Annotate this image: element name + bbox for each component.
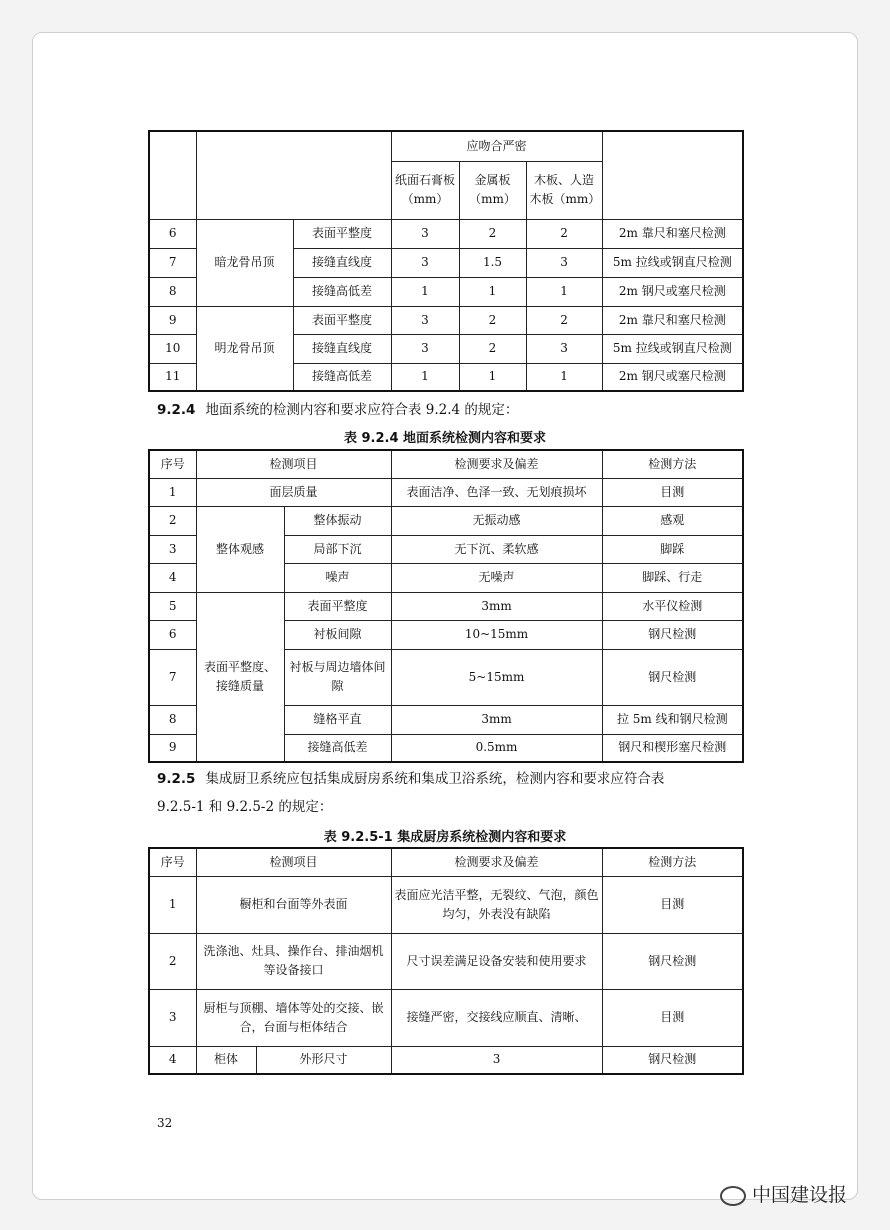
table-row: 7 衬板与周边墙体间隙 5~15mm 钢尺检测 — [149, 649, 743, 705]
group-cell: 柜体 — [196, 1046, 256, 1074]
blank-cell — [196, 131, 391, 219]
clause-text-line1: 集成厨卫系统应包括集成厨房系统和集成卫浴系统，检测内容和要求应符合表 — [205, 771, 665, 787]
table-row: 4 柜体 外形尺寸 3 钢尺检测 — [149, 1046, 743, 1074]
table-row: 6 衬板间隙 10~15mm 钢尺检测 — [149, 620, 743, 649]
ceiling-inspection-table — [148, 130, 744, 392]
table-row: 10 接缝直线度 3 2 3 5m 拉线或钢直尺检测 — [149, 334, 743, 363]
table-row: 8 缝格平直 3mm 拉 5m 线和钢尺检测 — [149, 705, 743, 734]
group-cell: 表面平整度、接缝质量 — [196, 592, 284, 762]
table-row: 2 整体观感 整体振动 无振动感 感观 — [149, 506, 743, 535]
clause-text: 地面系统的检测内容和要求应符合表 9.2.4 的规定： — [205, 402, 519, 418]
table-row: 1 面层质量 表面洁净、色泽一致、无划痕损坏 目测 — [149, 478, 743, 506]
table-caption: 表 9.2.5-1 集成厨房系统检测内容和要求 — [323, 830, 567, 845]
col-wood-header: 木板、人造木板（mm） — [526, 161, 602, 219]
clause-text-line2: 9.2.5-1 和 9.2.5-2 的规定： — [157, 799, 333, 815]
table-caption: 表 9.2.4 地面系统检测内容和要求 — [343, 431, 547, 446]
table-row: 8 接缝高低差 1 1 1 2m 钢尺或塞尺检测 — [149, 277, 743, 306]
table-row: 9 接缝高低差 0.5mm 钢尺和楔形塞尺检测 — [149, 734, 743, 762]
header-row: 序号 检测项目 检测要求及偏差 检测方法 — [149, 848, 743, 876]
col-gypsum-header: 纸面石膏板（mm） — [391, 161, 459, 219]
watermark — [720, 1180, 847, 1207]
group-header: 应吻合严密 — [391, 131, 602, 161]
table-row: 4 噪声 无噪声 脚踩、行走 — [149, 563, 743, 592]
header-row: 序号 检测项目 检测要求及偏差 检测方法 — [149, 450, 743, 478]
group-cell: 整体观感 — [196, 506, 284, 592]
wechat-icon — [720, 1186, 746, 1206]
group-cell: 明龙骨吊顶 — [196, 306, 293, 391]
clause-9-2-4 — [157, 396, 518, 424]
table-row: 9 明龙骨吊顶 表面平整度 3 2 2 2m 靠尺和塞尺检测 — [149, 306, 743, 334]
floor-inspection-table — [148, 449, 744, 763]
table-row: 2 洗涤池、灶具、操作台、排油烟机等设备接口 尺寸误差满足设备安装和使用要求 钢尺检测 — [149, 933, 743, 989]
table-row: 11 接缝高低差 1 1 1 2m 钢尺或塞尺检测 — [149, 363, 743, 391]
page-number: 32 — [157, 1116, 173, 1130]
table-row: 5 表面平整度、接缝质量 表面平整度 3mm 水平仪检测 — [149, 592, 743, 620]
table-row: 3 厨柜与顶棚、墙体等处的交接、嵌合，台面与柜体结合 接缝严密，交接线应顺直、清晰、 目测 — [149, 989, 743, 1046]
clause-number: 9.2.5 — [157, 771, 196, 787]
group-cell: 暗龙骨吊顶 — [196, 219, 293, 306]
clause-number: 9.2.4 — [157, 402, 196, 418]
table-row: 3 局部下沉 无下沉、柔软感 脚踩 — [149, 535, 743, 563]
table-row: 1 橱柜和台面等外表面 表面应光洁平整，无裂纹、气泡，颜色均匀，外表没有缺陷 目测 — [149, 876, 743, 933]
blank-cell — [149, 131, 196, 219]
table-row: 7 接缝直线度 3 1.5 3 5m 拉线或钢直尺检测 — [149, 248, 743, 277]
clause-9-2-5 — [157, 765, 737, 821]
blank-cell — [602, 131, 743, 219]
table-row: 6 暗龙骨吊顶 表面平整度 3 2 2 2m 靠尺和塞尺检测 — [149, 219, 743, 248]
watermark-text: 中国建设报 — [752, 1184, 848, 1206]
col-metal-header: 金属板（mm） — [459, 161, 526, 219]
kitchen-inspection-table — [148, 847, 744, 1075]
